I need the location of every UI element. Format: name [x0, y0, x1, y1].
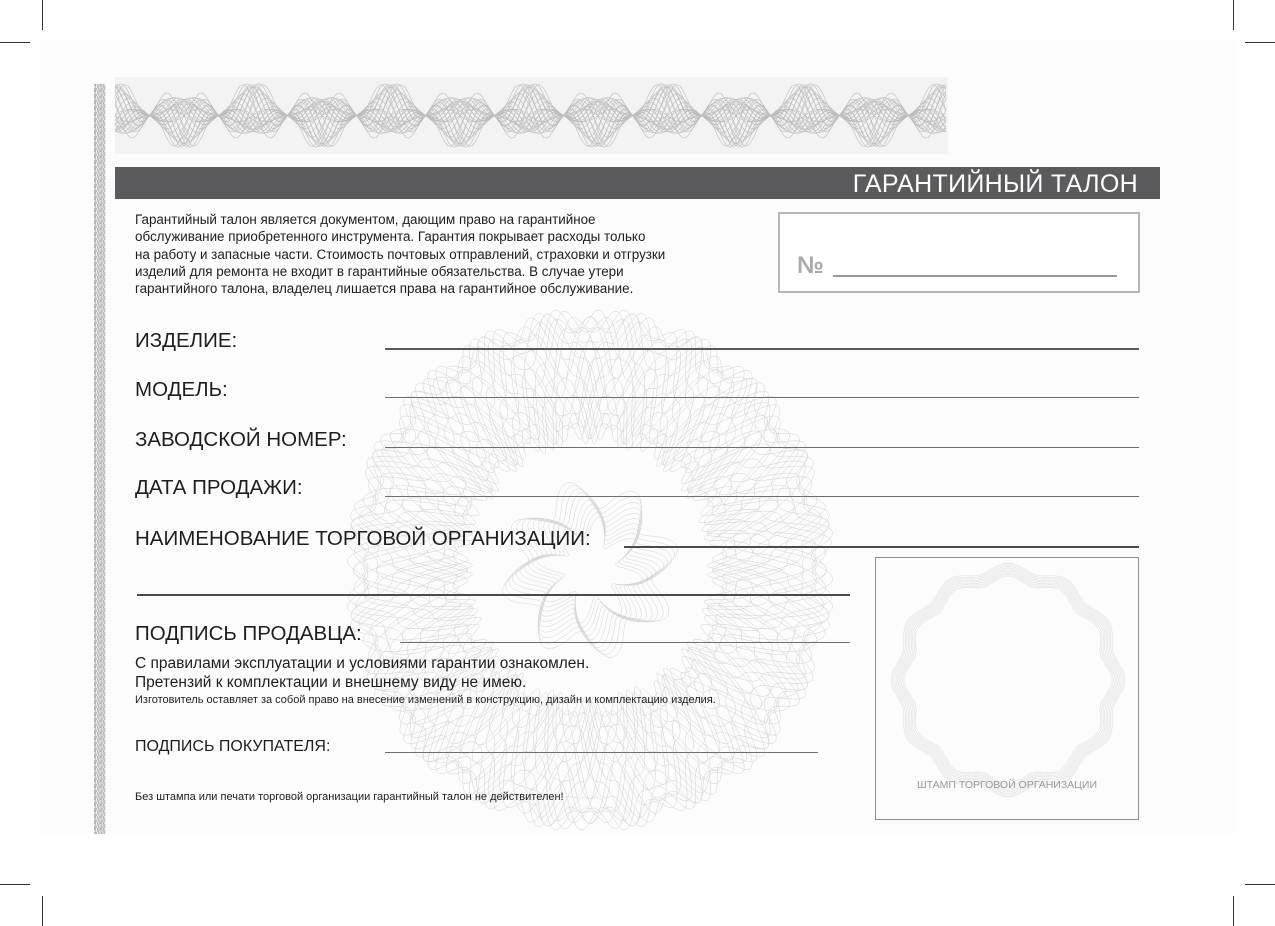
rosette-loop — [351, 314, 829, 826]
organization-field-continued[interactable] — [137, 594, 850, 596]
rosette-core — [524, 504, 656, 636]
guilloche-rosette — [340, 280, 840, 840]
stamp-seal-outline — [890, 560, 1126, 800]
rosette-loop — [365, 329, 814, 810]
model-label: МОДЕЛЬ: — [135, 378, 228, 401]
validity-warning: Без штампа или печати торговой организации гарантийный талон не действителен! — [135, 791, 564, 803]
organization-field[interactable] — [624, 546, 1139, 548]
rosette-loop — [351, 314, 829, 826]
stamp-ring — [896, 568, 1120, 792]
seller-signature-field[interactable] — [400, 642, 850, 643]
rosette-loop — [363, 327, 817, 814]
crop-mark — [42, 0, 43, 30]
crop-mark — [1233, 0, 1234, 30]
product-field[interactable] — [385, 348, 1139, 350]
stamp-label: ШТАМП ТОРГОВОЙ ОРГАНИЗАЦИИ — [916, 779, 1098, 791]
manufacturer-note: Изготовитель оставляет за собой право на внесение изменений в конструкцию, дизайн и комплектацию изделия. — [135, 694, 716, 706]
rosette-loop — [351, 313, 830, 826]
crop-mark — [1245, 42, 1275, 43]
stamp-ring — [902, 574, 1113, 785]
agreement-line: С правилами эксплуатации и условиями гарантии ознакомлен. — [135, 655, 590, 672]
stamp-ring — [894, 566, 1121, 793]
stamp-ring — [898, 570, 1119, 791]
stamp-ring — [901, 573, 1115, 787]
page-title: ГАРАНТИЙНЫЙ ТАЛОН — [852, 170, 1138, 198]
intro-line: изделий для ремонта не входит в гарантийные обязательства. В случае утери — [135, 263, 624, 279]
crop-mark — [1233, 896, 1234, 926]
buyer-signature-field[interactable] — [385, 752, 818, 753]
intro-line: на работу и запасные части. Стоимость почтовых отправлений, страховки и отгрузки — [135, 246, 666, 262]
number-sign: № — [797, 252, 824, 279]
serial-number-label: ЗАВОДСКОЙ НОМЕР: — [135, 428, 347, 451]
rosette-loop — [351, 313, 830, 826]
card-number-box — [778, 212, 1140, 293]
intro-line: обслуживание приобретенного инструмента. Гарантия покрывает расходы только — [135, 229, 646, 245]
crop-mark — [0, 42, 30, 43]
rosette-core — [509, 489, 671, 651]
stamp-ring — [904, 576, 1112, 784]
crop-mark — [42, 896, 43, 926]
buyer-signature-label: ПОДПИСЬ ПОКУПАТЕЛЯ: — [135, 738, 331, 755]
rosette-loop — [363, 327, 817, 814]
intro-line: Гарантийный талон является документом, дающим право на гарантийное — [135, 212, 596, 227]
intro-line: гарантийного талона, владелец лишается права на гарантийное обслуживание. — [135, 281, 634, 297]
rosette-loop — [351, 314, 829, 826]
stamp-ring — [899, 571, 1117, 789]
rosette-loop — [365, 329, 814, 810]
crop-mark — [0, 884, 30, 885]
rosette-loop — [351, 314, 829, 826]
organization-label: НАИМЕНОВАНИЕ ТОРГОВОЙ ОРГАНИЗАЦИИ: — [135, 527, 591, 550]
agreement-line: Претензий к комплектации и внешнему виду не имею. — [135, 674, 527, 691]
guilloche-band — [115, 77, 948, 154]
rosette-core — [512, 492, 667, 647]
rosette-core — [503, 483, 678, 658]
stamp-ring — [891, 563, 1125, 797]
stamp-box[interactable] — [875, 557, 1139, 820]
sale-date-label: ДАТА ПРОДАЖИ: — [135, 476, 303, 499]
intro-paragraph — [135, 211, 755, 297]
seller-signature-label: ПОДПИСЬ ПРОДАВЦА: — [135, 622, 362, 645]
stamp-ring — [893, 565, 1123, 795]
model-field[interactable] — [385, 397, 1139, 398]
title-bar — [115, 167, 1160, 199]
product-label: ИЗДЕЛИЕ: — [135, 329, 238, 352]
serial-number-field[interactable] — [385, 447, 1139, 448]
microtext-strip — [94, 84, 106, 834]
rosette-core — [506, 486, 675, 655]
crop-mark — [1245, 884, 1275, 885]
card-number-field[interactable] — [833, 275, 1117, 277]
sale-date-field[interactable] — [385, 496, 1139, 497]
